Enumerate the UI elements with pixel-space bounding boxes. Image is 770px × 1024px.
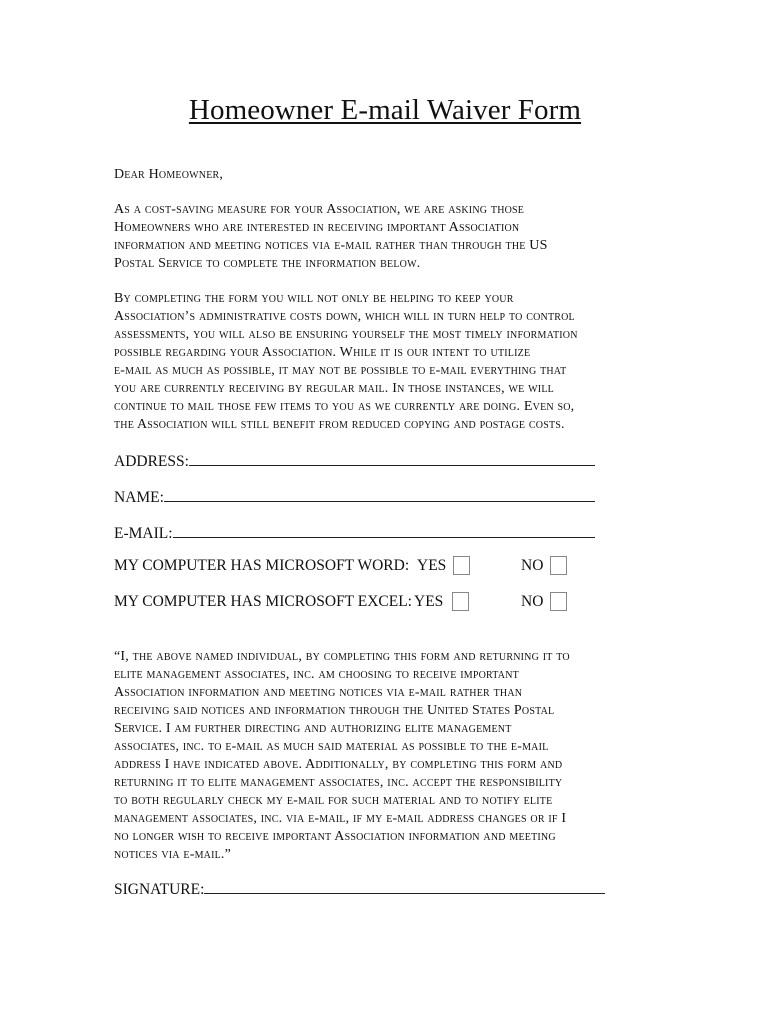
statement-line: notices via e-mail.” xyxy=(114,847,232,862)
excel-no-label: NO xyxy=(521,593,544,610)
intro-paragraph xyxy=(114,201,664,273)
word-no-checkbox[interactable] xyxy=(550,556,567,575)
greeting-text: Dear Homeowner, xyxy=(114,167,224,182)
statement-line: no longer wish to receive important Association information and meeting xyxy=(114,829,556,844)
excel-yes-label: YES xyxy=(414,593,444,610)
greeting xyxy=(114,166,664,184)
signature-label: SIGNATURE: xyxy=(114,881,205,898)
intro-line: As a cost-saving measure for your Association, we are asking those xyxy=(114,202,525,217)
word-yes-checkbox[interactable] xyxy=(453,556,470,575)
statement-line: receiving said notices and information through the United States Postal xyxy=(114,703,555,718)
authorization-statement xyxy=(114,648,664,864)
name-input-line[interactable] xyxy=(164,487,595,502)
benefits-line: the Association will still benefit from reduced copying and postage costs. xyxy=(114,417,565,432)
statement-line: management associates, inc. via e-mail, if my e-mail address changes or if I xyxy=(114,811,567,826)
benefits-line: possible regarding your Association. While it is our intent to utilize xyxy=(114,345,531,360)
benefits-line: e-mail as much as possible, it may not be possible to e-mail everything that xyxy=(114,363,567,378)
statement-line: Service. I am further directing and authorizing elite management xyxy=(114,721,512,736)
benefits-line: you are currently receiving by regular mail. In those instances, we will xyxy=(114,381,554,396)
form-title: Homeowner E-mail Waiver Form xyxy=(188,94,582,126)
signature-input-line[interactable] xyxy=(204,879,605,894)
statement-line: to both regularly check my e-mail for such material and to notify elite xyxy=(114,793,553,808)
statement-line: “I, the above named individual, by completing this form and returning it to xyxy=(114,649,570,664)
benefits-line: By completing the form you will not only be helping to keep your xyxy=(114,291,514,306)
intro-line: Postal Service to complete the information below. xyxy=(114,256,421,271)
benefits-line: continue to mail those few items to you as we currently are doing. Even so, xyxy=(114,399,575,414)
word-no-label: NO xyxy=(521,557,544,574)
name-label: NAME: xyxy=(114,489,164,506)
word-question-label: MY COMPUTER HAS MICROSOFT WORD: xyxy=(114,557,410,574)
address-input-line[interactable] xyxy=(189,451,595,466)
excel-question-label: MY COMPUTER HAS MICROSOFT EXCEL: xyxy=(114,593,412,610)
name-field[interactable] xyxy=(114,487,595,507)
excel-yes-checkbox[interactable] xyxy=(452,592,469,611)
email-field[interactable] xyxy=(114,523,595,543)
word-yes-label: YES xyxy=(417,557,447,574)
statement-line: associates, inc. to e-mail as much said material as possible to the e-mail xyxy=(114,739,549,754)
address-label: ADDRESS: xyxy=(114,453,189,470)
signature-field[interactable] xyxy=(114,879,605,899)
intro-line: information and meeting notices via e-mail rather than through the US xyxy=(114,238,548,253)
intro-line: Homeowners who are interested in receiving important Association xyxy=(114,220,520,235)
address-field[interactable] xyxy=(114,451,595,471)
email-label: E-MAIL: xyxy=(114,525,173,542)
email-input-line[interactable] xyxy=(173,523,595,538)
benefits-line: assessments, you will also be ensuring yourself the most timely information xyxy=(114,327,578,342)
benefits-line: Association’s administrative costs down, which will in turn help to control xyxy=(114,309,575,324)
statement-line: elite management associates, inc. am choosing to receive important xyxy=(114,667,519,682)
statement-line: address I have indicated above. Additionally, by completing this form and xyxy=(114,757,563,772)
benefits-paragraph xyxy=(114,290,664,434)
excel-no-checkbox[interactable] xyxy=(550,592,567,611)
statement-line: returning it to elite management associates, inc. accept the responsibility xyxy=(114,775,563,790)
statement-line: Association information and meeting notices via e-mail rather than xyxy=(114,685,523,700)
